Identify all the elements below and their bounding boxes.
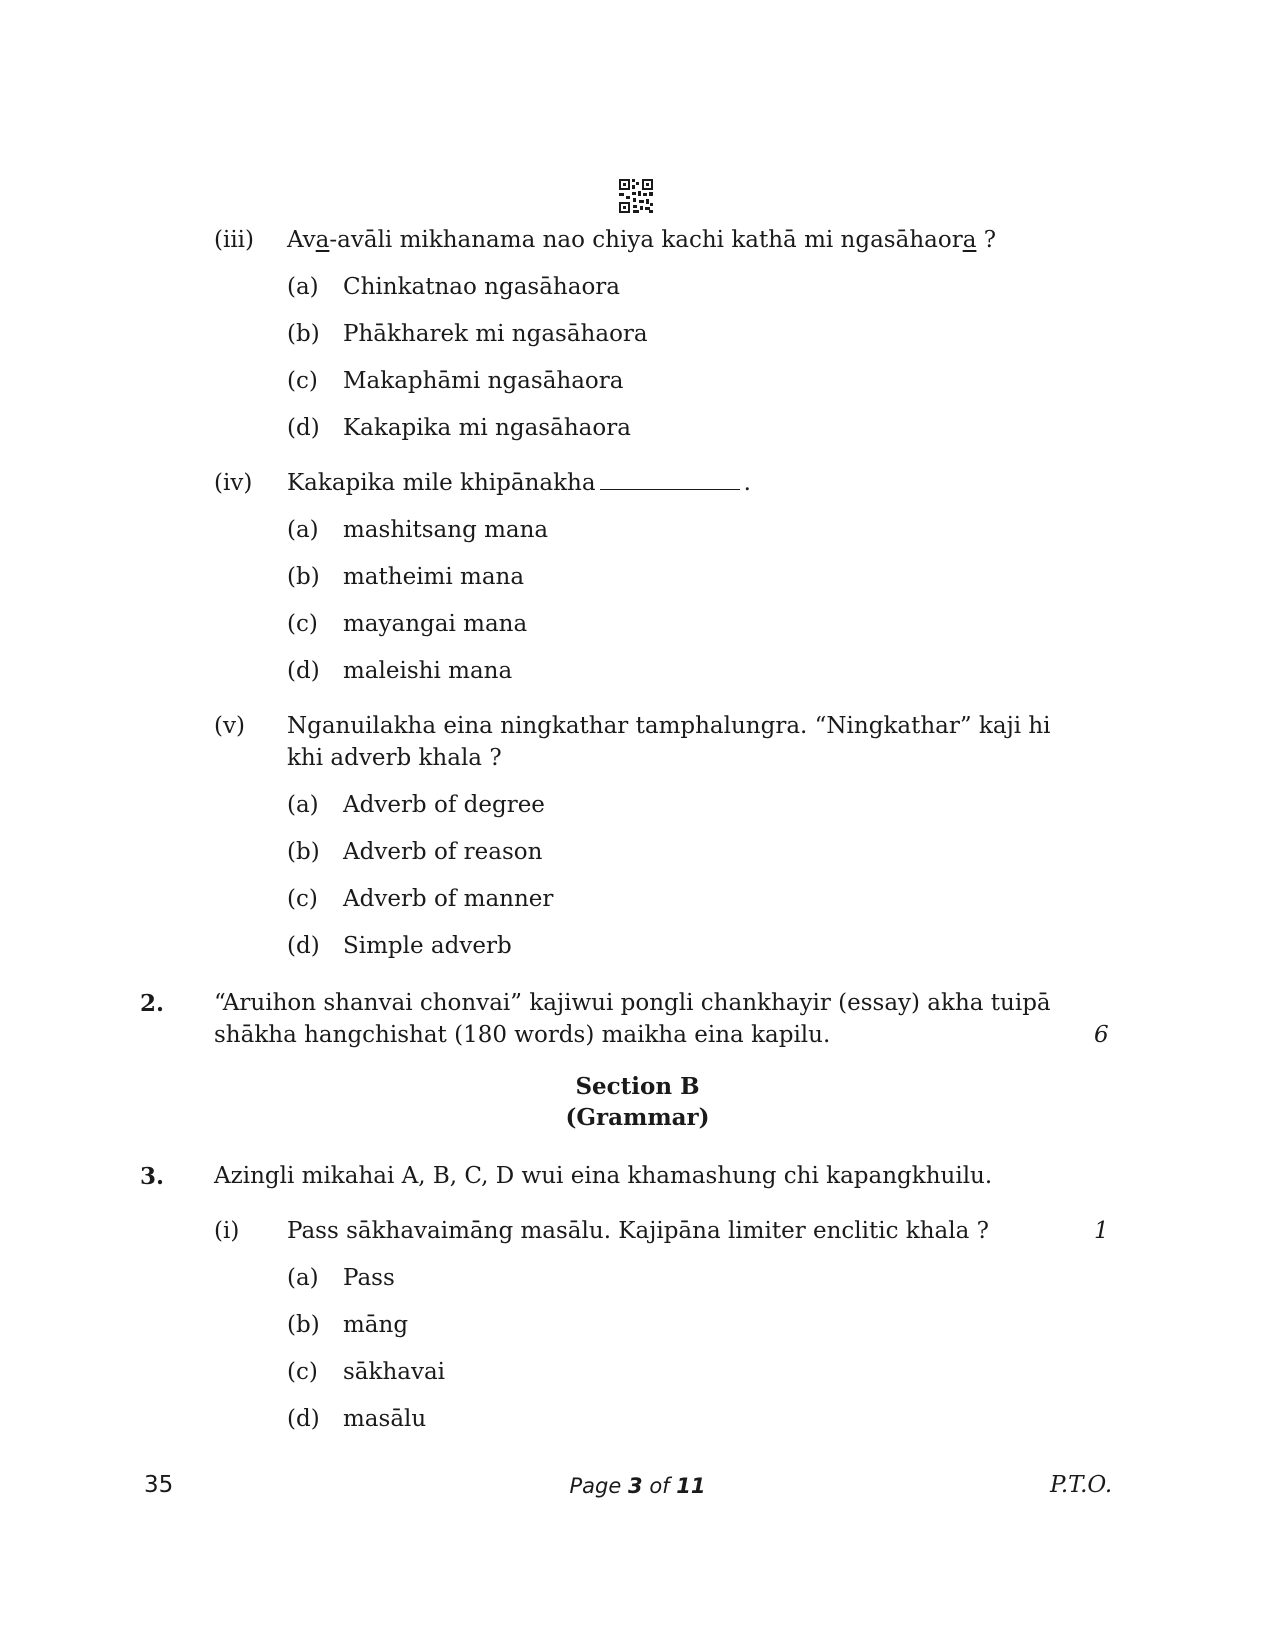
question-iv-label: (iv): [214, 470, 253, 496]
question-iv-text: [287, 467, 751, 500]
option-label: (c): [287, 886, 318, 912]
option-text: Adverb of degree: [343, 792, 545, 818]
question-iii-text: [287, 224, 996, 257]
page-total: 11: [676, 1474, 706, 1498]
section-title: Section B: [575, 1073, 700, 1100]
page-current: 3: [628, 1474, 643, 1498]
question-2-number: 2.: [140, 990, 165, 1017]
option-label: (b): [287, 564, 320, 590]
question-v-line-2: khi adverb khala ?: [287, 745, 502, 771]
question-iv-period: .: [743, 470, 751, 496]
question-3-text: Azingli mikahai A, B, C, D wui eina khamashung chi kapangkhuilu.: [214, 1163, 993, 1189]
question-2-line-1: “Aruihon shanvai chonvai” kajiwui pongli chankhayir (essay) akha tuipā: [214, 990, 1051, 1016]
option-text: Phākharek mi ngasāhaora: [343, 321, 648, 347]
option-label: (c): [287, 1359, 318, 1385]
question-3-i-label: (i): [214, 1218, 240, 1244]
question-iii-part-2: -avāli mikhanama nao chiya kachi kathā mi ngasāhaor: [329, 227, 963, 253]
question-iii-label: (iii): [214, 227, 255, 253]
option-label: (d): [287, 1406, 320, 1432]
option-label: (a): [287, 274, 319, 300]
paper-code: 35: [144, 1472, 174, 1498]
option-label: (c): [287, 611, 318, 637]
question-2-line-2: shākha hangchishat (180 words) maikha eina kapilu.: [214, 1022, 831, 1048]
question-iii-part-1: Av: [287, 227, 316, 253]
option-text: māng: [343, 1312, 409, 1338]
option-label: (b): [287, 839, 320, 865]
option-text: Makaphāmi ngasāhaora: [343, 368, 624, 394]
option-text: Simple adverb: [343, 933, 512, 959]
question-3-i-marks: 1: [1094, 1218, 1109, 1244]
question-iv-stem: Kakapika mile khipānakha: [287, 470, 596, 496]
fill-in-blank: [600, 467, 740, 490]
option-text: mayangai mana: [343, 611, 528, 637]
page-word: Page: [569, 1474, 622, 1498]
page-of: of: [649, 1474, 670, 1498]
option-text: Adverb of reason: [343, 839, 543, 865]
option-label: (a): [287, 517, 319, 543]
option-label: (b): [287, 321, 320, 347]
question-3-i-text: Pass sākhavaimāng masālu. Kajipāna limiter enclitic khala ?: [287, 1218, 989, 1244]
qr-code-icon: [619, 179, 653, 213]
option-text: Chinkatnao ngasāhaora: [343, 274, 620, 300]
option-label: (a): [287, 1265, 319, 1291]
option-label: (d): [287, 658, 320, 684]
option-text: masālu: [343, 1406, 427, 1432]
question-3-number: 3.: [140, 1163, 165, 1190]
option-label: (a): [287, 792, 319, 818]
option-label: (d): [287, 933, 320, 959]
question-2-marks: 6: [1094, 1022, 1109, 1048]
section-subtitle: (Grammar): [565, 1104, 710, 1131]
option-text: Adverb of manner: [343, 886, 554, 912]
option-text: mashitsang mana: [343, 517, 549, 543]
option-label: (d): [287, 415, 320, 441]
question-v-line-1: Nganuilakha eina ningkathar tamphalungra. “Ningkathar” kaji hi: [287, 713, 1051, 739]
question-iii-underlined-1: a: [315, 227, 330, 253]
question-v-label: (v): [214, 713, 245, 739]
option-text: sākhavai: [343, 1359, 446, 1385]
option-text: matheimi mana: [343, 564, 525, 590]
question-iii-underlined-2: a: [962, 227, 977, 253]
question-iii-part-3: ?: [976, 227, 997, 253]
option-text: Pass: [343, 1265, 395, 1291]
option-label: (c): [287, 368, 318, 394]
pto-label: P.T.O.: [1050, 1472, 1113, 1498]
option-text: maleishi mana: [343, 658, 513, 684]
option-text: Kakapika mi ngasāhaora: [343, 415, 631, 441]
option-label: (b): [287, 1312, 320, 1338]
